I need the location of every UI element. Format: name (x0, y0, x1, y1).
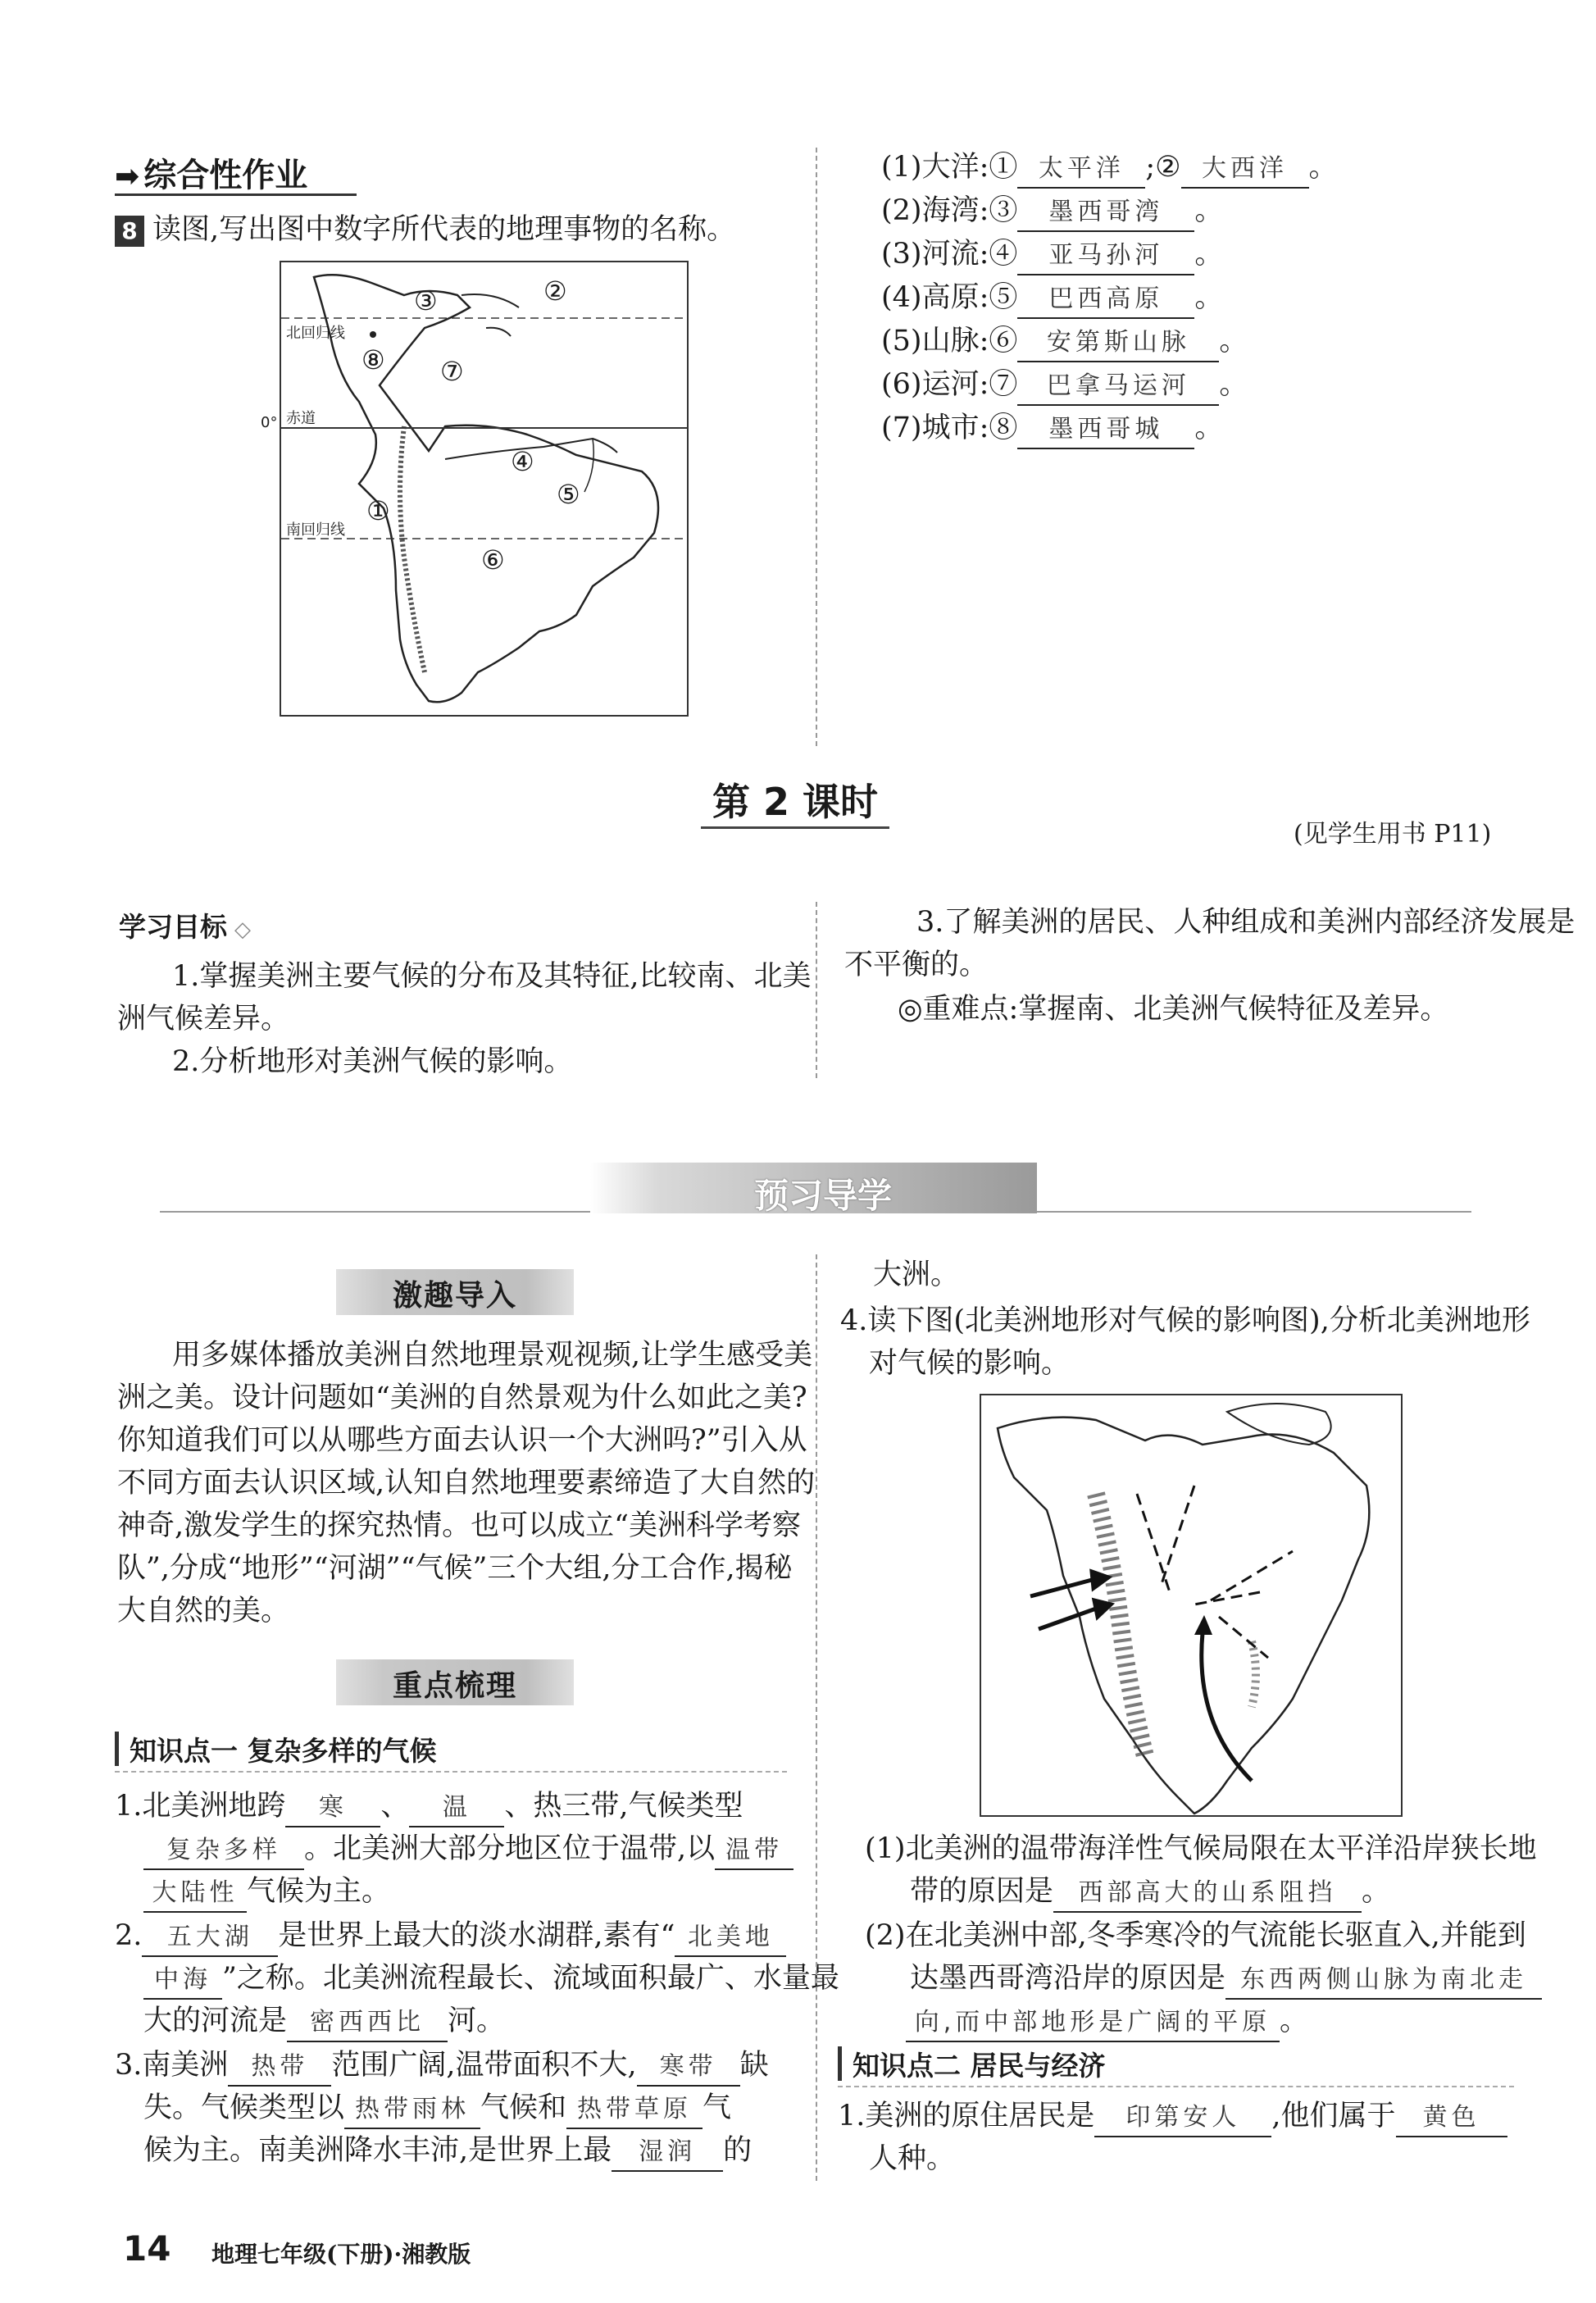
answer-gulf: 墨西哥湾 (1017, 194, 1194, 232)
marker-6: ⑥ (481, 544, 505, 576)
marker-5: ⑤ (557, 479, 580, 510)
column-divider-goals (816, 902, 817, 1078)
intro-line-5: 神奇,激发学生的探究热情。也可以成立“美洲科学考察 (117, 1509, 802, 1542)
title-underline (701, 826, 889, 829)
fill-yellow: 黄色 (1396, 2100, 1507, 2137)
q5-line-1: 1.美洲的原住居民是 印第安人 ,他们属于 黄色 (838, 2096, 1507, 2137)
goal-3: 3.了解美洲的居民、人种组成和美洲内部经济发展是 (916, 906, 1576, 939)
preview-banner-text: 预习导学 (754, 1176, 893, 1216)
mexico-city-dot (370, 331, 376, 338)
na-map-svg (981, 1395, 1401, 1815)
lbl-tropic-s: 南回归线 (286, 521, 345, 539)
north-america-map (980, 1394, 1403, 1817)
q2-line-1: 2. 五大湖 是世界上最大的淡水湖群,素有“ 北美地 (115, 1915, 786, 1957)
q3-line-3: 候为主。南美洲降水丰沛,是世界上最 湿润 的 (143, 2130, 752, 2172)
answer-pacific: 太平洋 (1017, 151, 1145, 189)
rocky-mountains (1096, 1494, 1145, 1756)
fill-temperate-2: 温带 (715, 1832, 793, 1870)
fill-mediterranean: 北美地 (675, 1919, 786, 1957)
column-divider-bottom (816, 1254, 817, 2181)
fill-tropical: 热带 (228, 2049, 331, 2087)
answer-river: 亚马孙河 (1017, 238, 1194, 275)
answer-row-2: (2)海湾:③ 墨西哥湾 。 (881, 188, 1223, 232)
kp1-rule (115, 1771, 787, 1773)
preview-banner (590, 1163, 1037, 1216)
q4-line-1: 4.读下图(北美洲地形对气候的影响图),分析北美洲地形 (840, 1304, 1530, 1337)
fill-central-plain: 向,而中部地形是广阔的平原 (906, 2005, 1280, 2042)
answers-list (881, 144, 1537, 456)
answer-row-4: (4)高原:⑤ 巴西高原 。 (881, 275, 1223, 319)
q3-line-2: 失。气候类型以 热带雨林 气候和 热带草原 气 (143, 2087, 731, 2129)
q1-line-2: 复杂多样 。北美洲大部分地区位于温带,以 温带 (143, 1828, 793, 1870)
page-number: 14 (123, 2228, 171, 2269)
q1-line-1: 1.北美洲地跨 寒 、 温 、热三带,气候类型 (115, 1786, 743, 1827)
lbl-tropic-n: 北回归线 (286, 325, 345, 342)
fill-frigid: 寒带 (637, 2049, 740, 2087)
south-america-map (280, 261, 689, 717)
fill-savanna: 热带草原 (566, 2091, 703, 2129)
keypoints-heading-banner: 重点梳理 (336, 1659, 574, 1705)
textbook-reference: (见学生用书 P11) (1294, 820, 1492, 849)
intro-line-1: 用多媒体播放美洲自然地理景观视频,让学生感受美 (172, 1339, 813, 1372)
fill-mediterranean-2: 中海 (143, 1962, 222, 2000)
cold-air-arrows (1137, 1486, 1293, 1658)
goal-1: 1.掌握美洲主要气候的分布及其特征,比较南、北美 (172, 960, 812, 993)
marker-3: ③ (414, 285, 438, 316)
q3-line-1: 3.南美洲 热带 范围广阔,温带面积不大, 寒带 缺 (115, 2045, 769, 2087)
fill-great-lakes: 五大湖 (142, 1919, 278, 1957)
arrow-icon: ➡ (115, 160, 140, 193)
q4-sub2-line-3: 向,而中部地形是广阔的平原 。 (906, 2000, 1308, 2042)
intro-line-2: 洲之美。设计问题如“美洲的自然景观为什么如此之美? (117, 1381, 807, 1414)
fill-ns-mountains: 东西两侧山脉为南北走 (1225, 1962, 1542, 2000)
fill-mountain-barrier: 西部高大的山系阻挡 (1053, 1875, 1362, 1913)
goals-heading: 学习目标 ◇ (119, 911, 252, 943)
exercise-header (115, 149, 307, 196)
goal-2: 2.分析地形对美洲气候的影响。 (172, 1045, 573, 1078)
andes-mountains (400, 426, 425, 672)
lbl-equator: 赤道 (286, 410, 316, 427)
key-difficulty: ◎重难点:掌握南、北美洲气候特征及差异。 (898, 993, 1449, 1026)
kp1-heading: 知识点一 复杂多样的气候 (130, 1735, 437, 1767)
question-8 (115, 209, 735, 250)
q2-line-3: 大的河流是 密西西比 河。 (143, 2000, 505, 2042)
book-title: 地理七年级(下册)·湘教版 (211, 2241, 471, 2268)
kp2-bar (838, 2046, 842, 2081)
marker-2: ② (543, 275, 567, 307)
answer-row-6: (6)运河:⑦ 巴拿马运河 。 (881, 362, 1248, 406)
answer-plateau: 巴西高原 (1017, 281, 1194, 319)
goal-3-cont: 不平衡的。 (844, 949, 989, 981)
diamond-icon: ◇ (227, 917, 252, 942)
answer-row-3: (3)河流:④ 亚马孙河 。 (881, 231, 1223, 275)
answer-canal: 巴拿马运河 (1017, 368, 1219, 406)
marker-4: ④ (511, 446, 534, 477)
answer-city: 墨西哥城 (1017, 412, 1194, 449)
question-8-text: 读图,写出图中数字所代表的地理事物的名称。 (152, 213, 736, 246)
q4-sub1-line-1: (1)北美洲的温带海洋性气候局限在太平洋沿岸狭长地 (865, 1832, 1537, 1865)
answer-mountains: 安第斯山脉 (1017, 325, 1219, 362)
answer-atlantic: 大西洋 (1181, 151, 1309, 189)
intro-line-7: 大自然的美。 (117, 1595, 290, 1627)
lesson-title: 第 2 课时 (712, 780, 879, 824)
fill-humid: 湿润 (612, 2134, 723, 2172)
lbl-zero: 0° (261, 414, 278, 431)
kp2-heading: 知识点二 居民与经济 (853, 2050, 1106, 2082)
intro-heading-banner: 激趣导入 (336, 1269, 574, 1315)
fill-temperate: 温 (409, 1790, 504, 1827)
answer-row-1: (1)大洋:① 太平洋 ;② 大西洋 。 (881, 144, 1338, 189)
intro-line-6: 队”,分成“地形”“河湖”“气候”三个大组,分工合作,揭秘 (117, 1552, 793, 1585)
marker-7: ⑦ (440, 356, 464, 387)
answer-row-5: (5)山脉:⑥ 安第斯山脉 。 (881, 318, 1248, 362)
westerly-arrows (1030, 1572, 1111, 1629)
kp2-rule (838, 2086, 1514, 2087)
q5-line-2: 人种。 (869, 2142, 956, 2175)
goal-1-cont: 洲气候差异。 (117, 1003, 290, 1035)
q4-line-2: 对气候的影响。 (869, 1347, 1071, 1380)
fill-continental: 大陆性 (143, 1875, 247, 1913)
q4-sub2-line-2: 达墨西哥湾沿岸的原因是 东西两侧山脉为南北走 (910, 1958, 1542, 2000)
fill-rainforest: 热带雨林 (344, 2091, 480, 2129)
q4-sub2-line-1: (2)在北美洲中部,冬季寒冷的气流能长驱直入,并能到 (865, 1919, 1526, 1952)
q4-sub1-line-2: 带的原因是 西部高大的山系阻挡 。 (910, 1871, 1390, 1913)
question-number-badge: 8 (115, 216, 144, 247)
q3-line-4: 大洲。 (873, 1258, 960, 1291)
na-outline (998, 1418, 1369, 1814)
marker-8: ⑧ (361, 344, 385, 375)
q1-line-3: 大陆性 气候为主。 (143, 1871, 390, 1913)
header-underline (115, 193, 357, 196)
intro-line-4: 不同方面去认识区域,认知自然地理要素缔造了大自然的 (117, 1467, 816, 1500)
fill-diverse: 复杂多样 (143, 1832, 304, 1870)
column-divider-top (816, 148, 817, 746)
marker-1: ① (366, 495, 390, 526)
kp1-bar (115, 1732, 119, 1766)
section-title: 综合性作业 (143, 157, 308, 194)
intro-line-3: 你知道我们可以从哪些方面去认识一个大洲吗?”引入从 (117, 1424, 807, 1457)
fill-mississippi: 密西西比 (287, 2005, 448, 2042)
q2-line-2: 中海 ”之称。北美洲流程最长、流域面积最广、水量最 (143, 1958, 839, 2000)
appalachians (1252, 1641, 1256, 1707)
answer-row-7: (7)城市:⑧ 墨西哥城 。 (881, 405, 1223, 449)
fill-cold: 寒 (285, 1790, 380, 1827)
fill-indians: 印第安人 (1094, 2100, 1271, 2137)
